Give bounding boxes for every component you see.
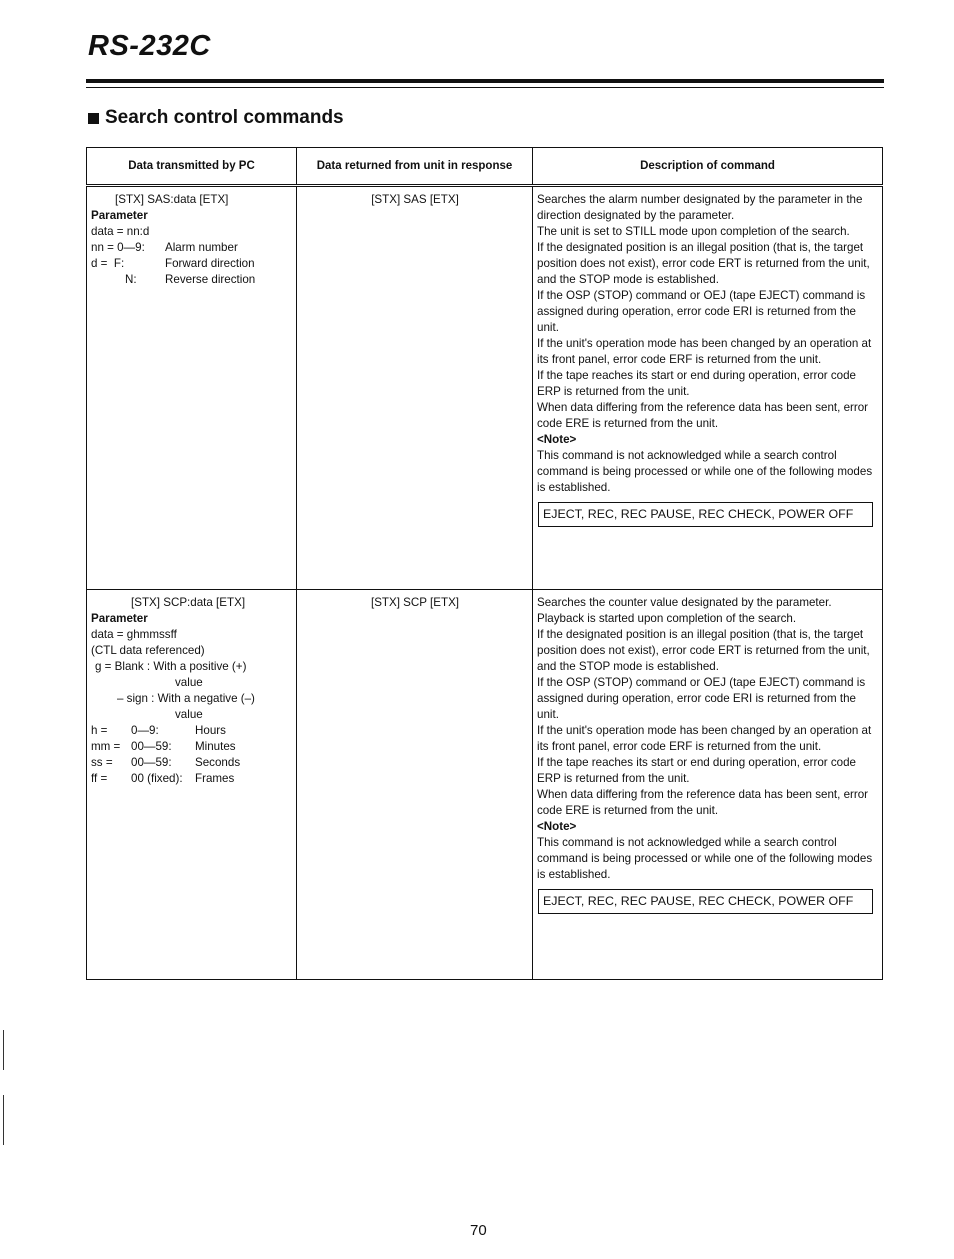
desc-line: Searches the counter value designated by the parameter. xyxy=(537,596,832,609)
sent-cell xyxy=(87,590,297,980)
parameter-label: Parameter xyxy=(91,612,148,625)
param-value: Reverse direction xyxy=(165,273,256,286)
param-ss xyxy=(91,755,293,771)
param-g-minus: – sign : With a negative (–) xyxy=(117,692,255,705)
param-value: Alarm number xyxy=(165,241,238,254)
param-key: mm = xyxy=(91,740,121,753)
document-title: RS-232C xyxy=(88,30,211,62)
param-h xyxy=(91,723,293,739)
param-unit: Hours xyxy=(195,724,226,737)
desc-line: If the unit's operation mode has been changed by an operation at its front panel, error code ERF is returned from the unit. xyxy=(537,724,872,753)
response-text: [STX] SAS [ETX] xyxy=(371,193,459,206)
table-row-scp xyxy=(87,590,883,980)
ctl-note: (CTL data referenced) xyxy=(91,644,205,657)
section-heading-text: Search control commands xyxy=(105,107,344,128)
modes-box: EJECT, REC, REC PAUSE, REC CHECK, POWER OFF xyxy=(538,889,873,914)
param-ff xyxy=(91,771,293,787)
command-text: [STX] SCP:data [ETX] xyxy=(131,596,246,609)
param-key: ff = xyxy=(91,772,108,785)
param-range: 00—59: xyxy=(131,740,172,753)
param-g-minus-cont: value xyxy=(175,708,203,721)
param-d-reverse xyxy=(91,272,293,288)
column-header-sent: Data transmitted by PC xyxy=(87,148,297,186)
desc-line: If the OSP (STOP) command or OEJ (tape EJECT) command is assigned during operation, error code ERI is returned from the unit. xyxy=(537,289,866,334)
param-mm xyxy=(91,739,293,755)
binding-edge-mark xyxy=(3,1095,4,1145)
response-text: [STX] SCP [ETX] xyxy=(370,596,460,609)
param-unit: Frames xyxy=(195,772,235,785)
desc-line: When data differing from the reference data has been sent, error code ERE is returned from the unit. xyxy=(537,401,869,430)
param-key: N: xyxy=(125,273,137,286)
desc-line: If the OSP (STOP) command or OEJ (tape EJECT) command is assigned during operation, error code ERI is returned from the unit. xyxy=(537,676,866,721)
parameter-definition: data = nn:d xyxy=(91,225,150,238)
param-unit: Seconds xyxy=(195,756,241,769)
table-row-sas xyxy=(87,186,883,590)
desc-line: When data differing from the reference data has been sent, error code ERE is returned from the unit. xyxy=(537,788,869,817)
param-range: 00—59: xyxy=(131,756,172,769)
response-cell xyxy=(297,186,533,590)
param-unit: Minutes xyxy=(195,740,236,753)
sent-cell xyxy=(87,186,297,590)
table-header-row xyxy=(87,148,883,186)
param-key: ss = xyxy=(91,756,113,769)
note-label: <Note> xyxy=(537,433,577,446)
command-table xyxy=(86,147,883,980)
header-rule-thick xyxy=(86,79,884,83)
param-key: nn = 0—9: xyxy=(91,241,145,254)
column-header-response: Data returned from unit in response xyxy=(297,148,533,186)
param-nn xyxy=(91,240,293,256)
param-g-blank: g = Blank : With a positive (+) xyxy=(95,660,247,673)
desc-line: Searches the alarm number designated by the parameter in the direction designated by the parameter. xyxy=(537,193,863,222)
param-range: 00 (fixed): xyxy=(131,772,183,785)
parameter-label: Parameter xyxy=(91,209,148,222)
note-text: This command is not acknowledged while a search control command is being processed or while one of the following modes is established. xyxy=(537,449,873,494)
param-value: Forward direction xyxy=(165,257,255,270)
desc-line: Playback is started upon completion of the search. xyxy=(537,612,797,625)
response-cell xyxy=(297,590,533,980)
page-number: 70 xyxy=(470,1222,487,1239)
header-rule-thin xyxy=(86,87,884,88)
desc-line: The unit is set to STILL mode upon completion of the search. xyxy=(537,225,850,238)
section-heading xyxy=(88,107,344,129)
note-label: <Note> xyxy=(537,820,577,833)
param-g-blank-cont: value xyxy=(175,676,203,689)
desc-line: If the tape reaches its start or end during operation, error code ERP is returned from the unit. xyxy=(537,369,857,398)
param-key: d = F: xyxy=(91,257,125,270)
param-range: 0—9: xyxy=(131,724,159,737)
desc-line: If the unit's operation mode has been changed by an operation at its front panel, error code ERF is returned from the unit. xyxy=(537,337,872,366)
param-d-forward xyxy=(91,256,293,272)
binding-edge-mark xyxy=(3,1030,4,1070)
desc-line: If the designated position is an illegal position (that is, the target position does not exist), error code ERT is returned from the unit, and the STOP mode is established. xyxy=(537,628,870,673)
desc-line: If the designated position is an illegal position (that is, the target position does not exist), error code ERT is returned from the unit, and the STOP mode is established. xyxy=(537,241,870,286)
description-cell xyxy=(533,186,883,590)
square-bullet-icon xyxy=(88,113,99,124)
command-text: [STX] SAS:data [ETX] xyxy=(115,193,229,206)
modes-box: EJECT, REC, REC PAUSE, REC CHECK, POWER OFF xyxy=(538,502,873,527)
parameter-definition: data = ghmmssff xyxy=(91,628,177,641)
note-text: This command is not acknowledged while a search control command is being processed or while one of the following modes is established. xyxy=(537,836,873,881)
description-cell xyxy=(533,590,883,980)
desc-line: If the tape reaches its start or end during operation, error code ERP is returned from the unit. xyxy=(537,756,857,785)
param-key: h = xyxy=(91,724,108,737)
column-header-description: Description of command xyxy=(533,148,883,186)
